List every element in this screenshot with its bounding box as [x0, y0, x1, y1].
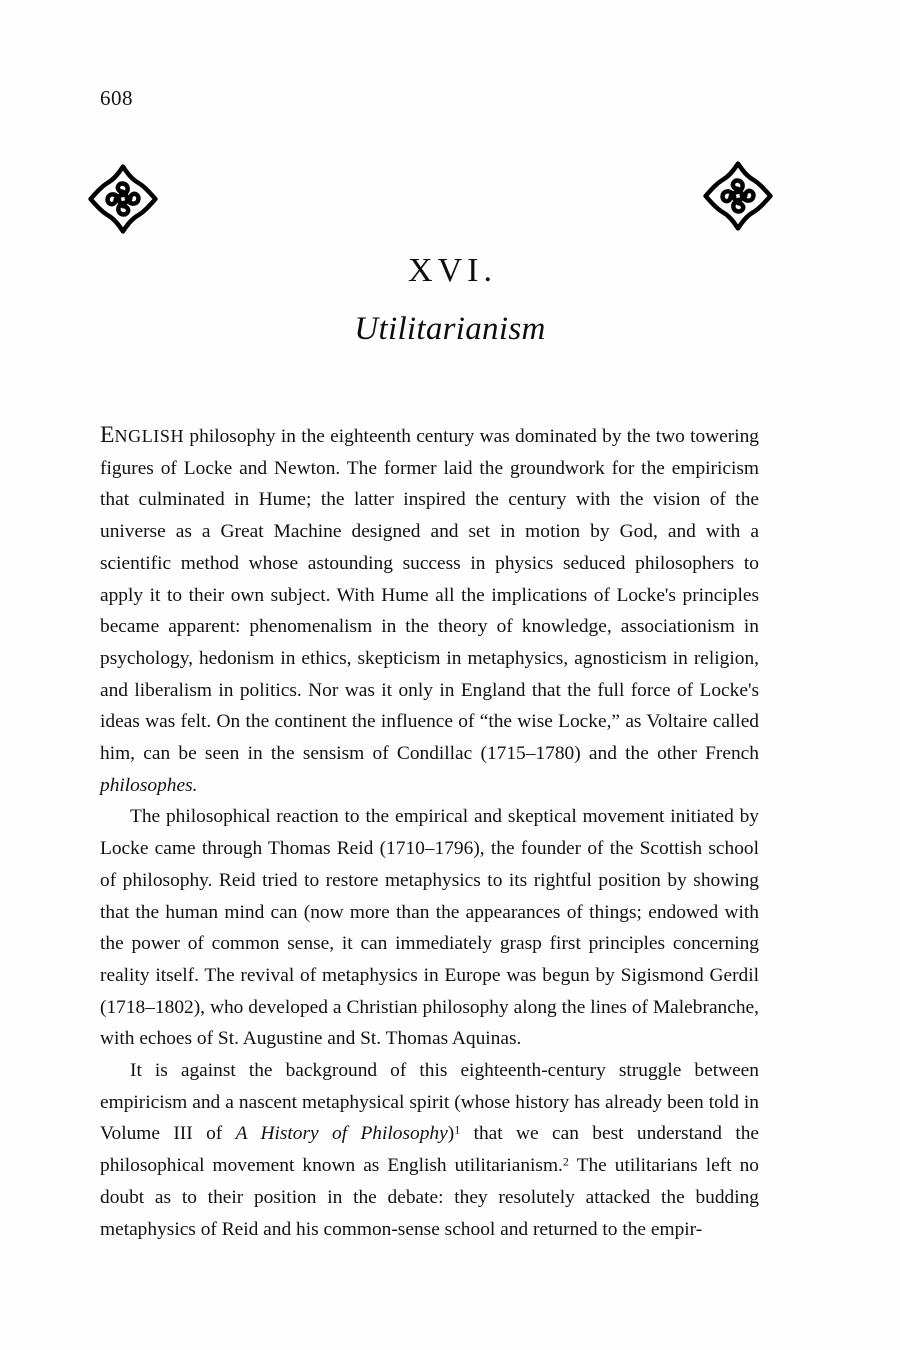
diamond-quatrefoil-spiral-icon: [87, 163, 159, 235]
paragraph-3-text-c: that we can best understand the philosophical movement known as English utilitarianism.: [100, 1123, 760, 1177]
ornament-right: [702, 160, 774, 232]
paragraph-3: [100, 1055, 759, 1245]
body-text: [100, 421, 759, 1245]
paragraph-2: [100, 801, 759, 1055]
italic-book-title: A History of Philosophy: [235, 1123, 448, 1145]
paragraph-3-text-d: The utilitarians left no doubt as to their position in the debate: they resolutely attacked the budding metaphysics of Reid and his common-sense school and returned to the empir-: [100, 1155, 759, 1240]
paragraph-2-text: The philosophical reaction to the empirical and skeptical movement initiated by Locke came through Thomas Reid (1710–1796), the founder of the Scottish school of philosophy. Reid tried to restore metaphysics to its rightful position by showing that the human mind can (now more than the appearances of things; endowed with the power of common sense, it can immediately grasp first principles concerning reality itself. The revival of metaphysics in Europe was begun by Sigismond Gerdil (1718–1802), who developed a Christian philosophy along the lines of Malebranche, with echoes of St. Augustine and St. Thomas Aquinas.: [100, 806, 759, 1050]
chapter-title: Utilitarianism: [354, 311, 546, 348]
opening-smallcaps: NGLISH: [114, 426, 185, 446]
initial-cap: E: [100, 422, 115, 448]
paragraph-3-text-b: ): [447, 1123, 455, 1145]
footnote-marker-1[interactable]: 1: [454, 1122, 461, 1137]
paragraph-3-text-a: It is against the background of this eighteenth-century struggle between empiricism and a nascent metaphysical spirit (whose history has already been told in Volume III of: [100, 1060, 759, 1145]
chapter-number: XVI.: [408, 252, 497, 289]
italic-philosophes: philosophes.: [100, 774, 198, 796]
opening-word: [100, 422, 185, 448]
page-number: 608: [100, 86, 133, 110]
chapter-heading: [0, 252, 900, 348]
paragraph-1: [100, 421, 759, 801]
paragraph-1-text: philosophy in the eighteenth century was dominated by the two towering figures of Locke and Newton. The former laid the groundwork for the empiricism that culminated in Hume; the latter inspired the century with the vision of the universe as a Great Machine designed and set in motion by God, and with a scientific method whose astounding success in physics seduced philosophers to apply it to their own subject. With Hume all the implications of Locke's principles became apparent: phenomenalism in the theory of knowledge, associationism in psychology, hedonism in ethics, skepticism in metaphysics, agnosticism in religion, and liberalism in politics. Nor was it only in England that the full force of Locke's ideas was felt. On the continent the influence of “the wise Locke,” as Voltaire called him, can be seen in the sensism of Condillac (1715–1780) and the other French: [100, 426, 759, 765]
ornament-left: [87, 163, 159, 235]
diamond-quatrefoil-spiral-icon: [702, 160, 774, 232]
footnote-marker-2[interactable]: 2: [562, 1154, 569, 1169]
